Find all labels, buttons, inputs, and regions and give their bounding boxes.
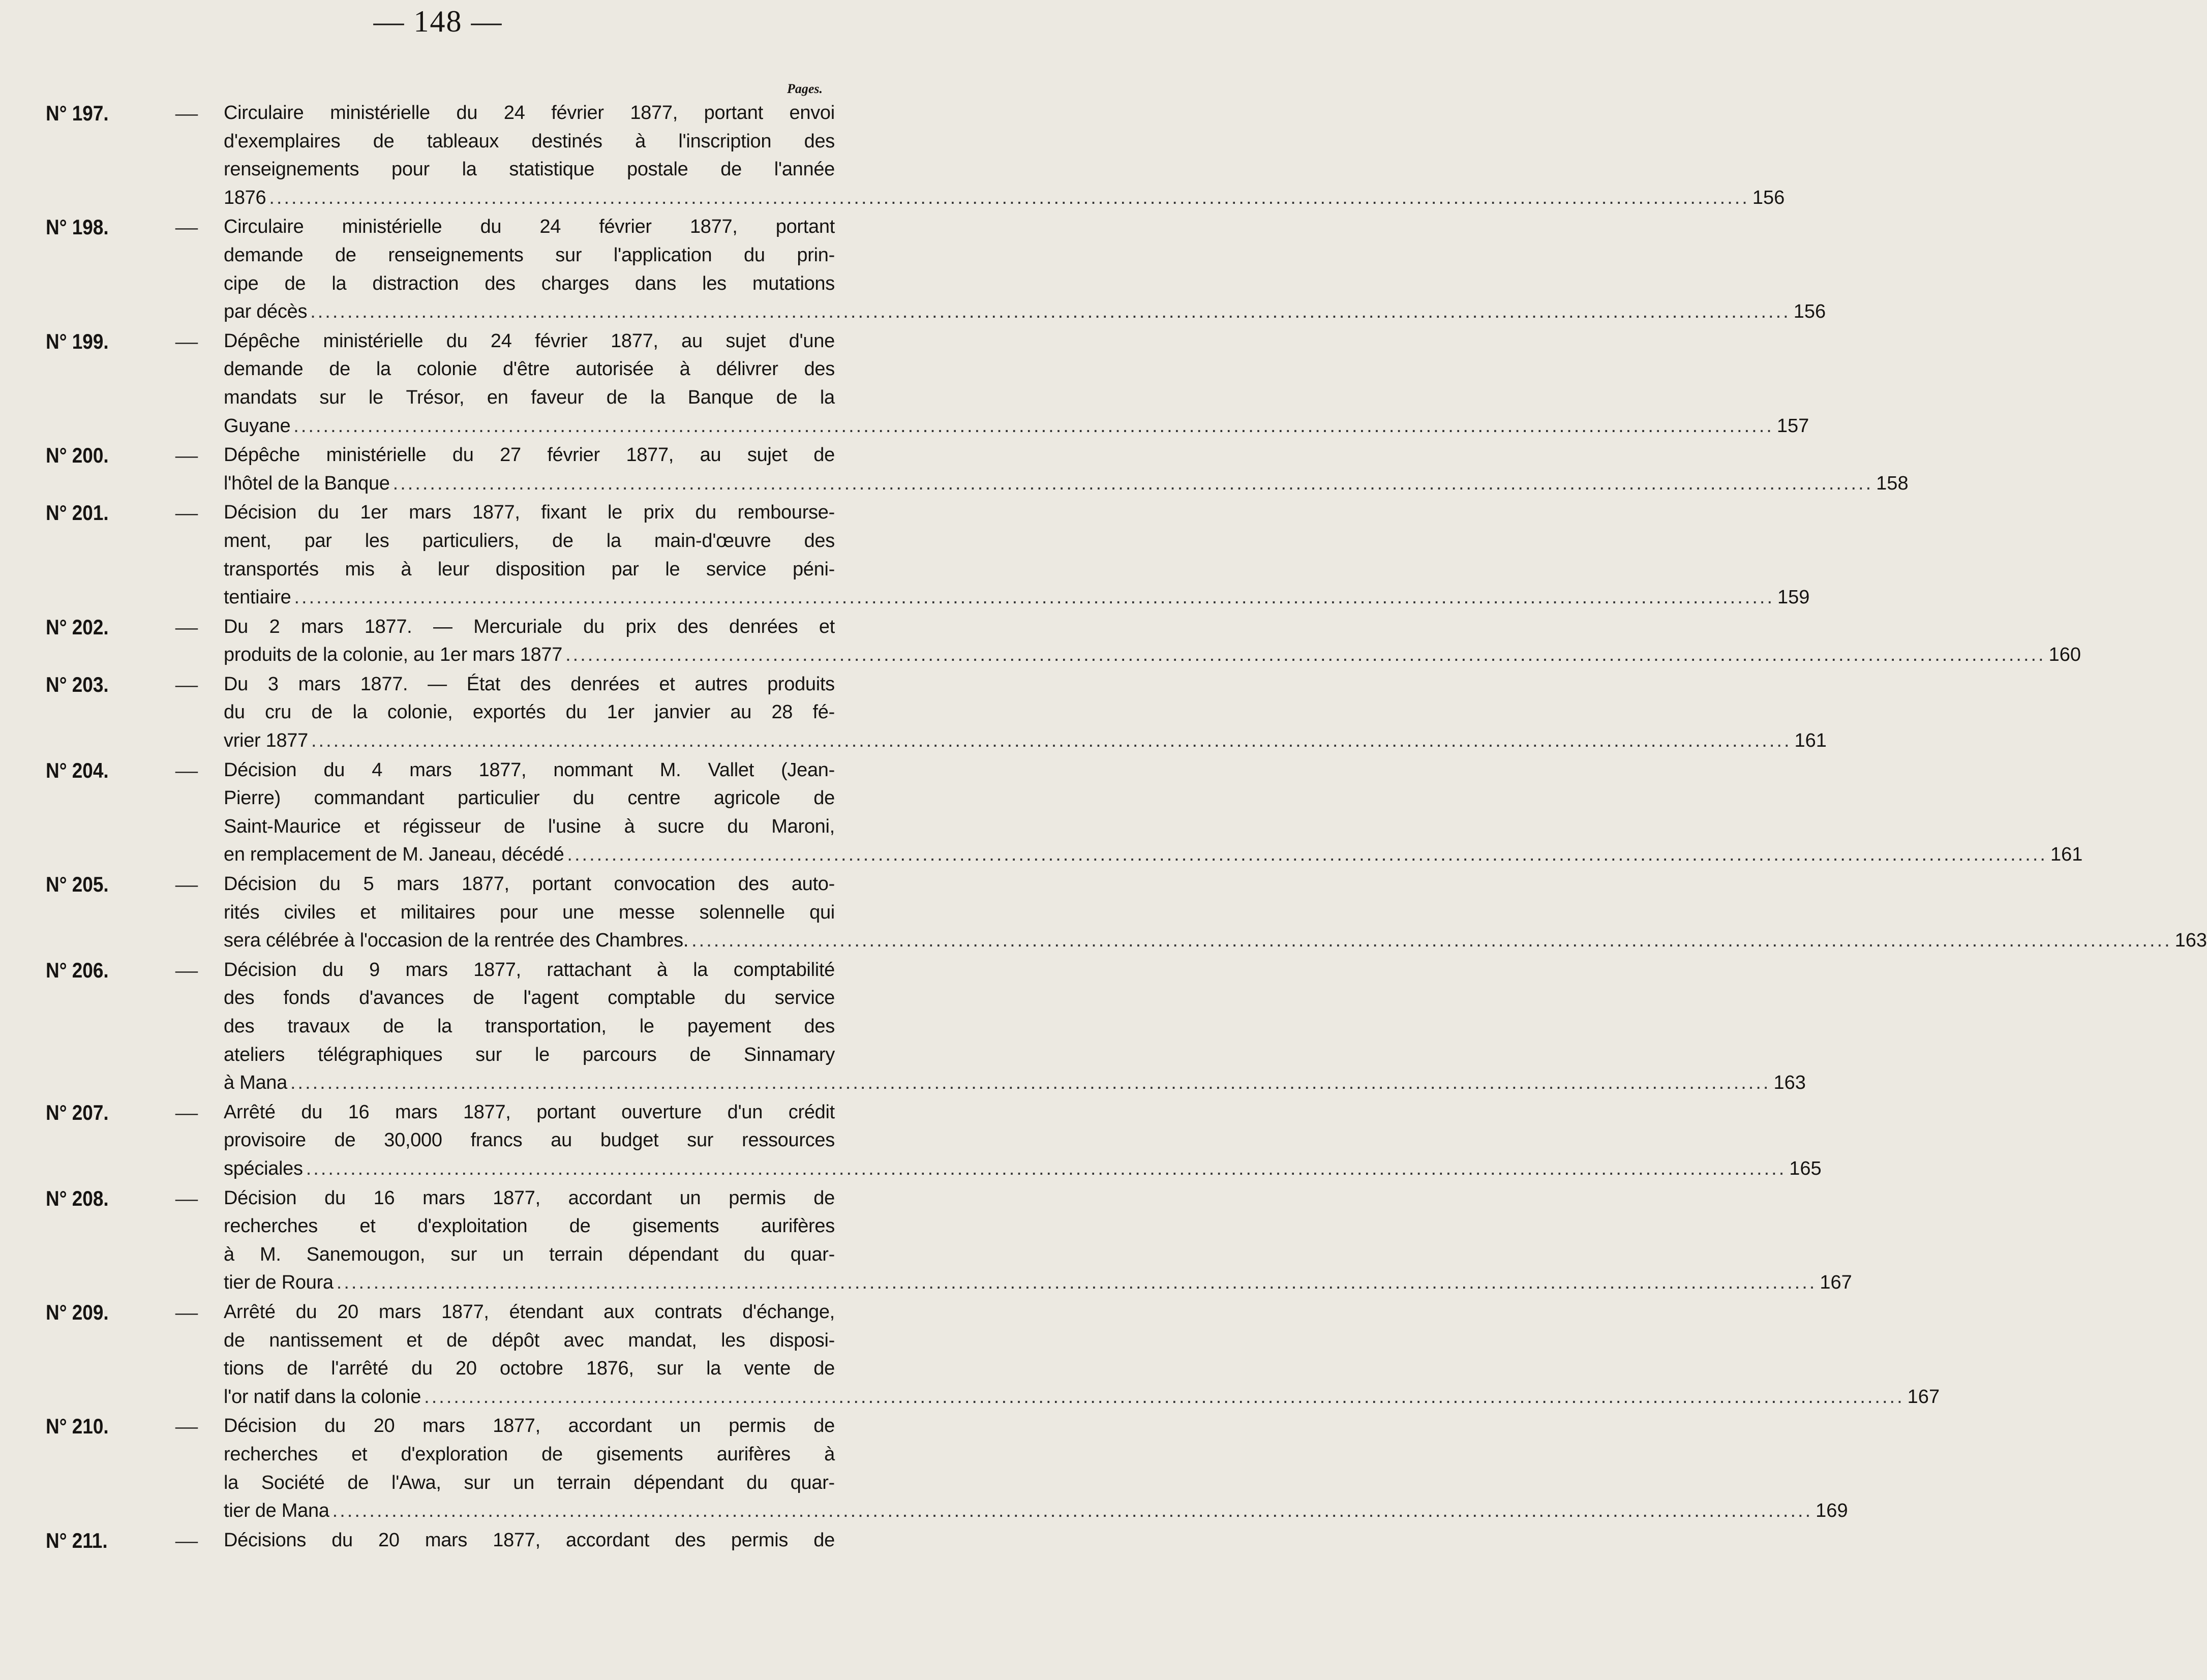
- entry-number: N° 200.: [46, 443, 109, 468]
- entry-text-line: Décision du 4 mars 1877, nommant M. Vallet (Jean-: [224, 759, 835, 781]
- entry-dash: —: [175, 101, 198, 126]
- entry-dash: —: [175, 757, 198, 783]
- entry-page-number: 157: [1776, 415, 1809, 437]
- entry-page-number: 169: [1816, 1500, 1848, 1522]
- toc-entry: [0, 213, 1826, 326]
- dot-leader: ........................................................................................................................................................................................................: [269, 187, 1749, 208]
- entry-text-line: Saint-Maurice et régisseur de l'usine à sucre du Maroni,: [224, 815, 835, 837]
- entry-text-line: transportés mis à leur disposition par le service péni-: [224, 558, 835, 580]
- entry-page-number: 167: [1820, 1272, 1852, 1294]
- entry-dash: —: [175, 1528, 198, 1553]
- toc-entry: [0, 441, 1909, 498]
- entry-text-line: Décision du 5 mars 1877, portant convocation des auto-: [224, 873, 835, 895]
- entry-text-last-line: en remplacement de M. Janeau, décédé: [224, 844, 564, 866]
- entry-text-line: Décision du 1er mars 1877, fixant le prix du rembourse-: [224, 502, 835, 524]
- entry-text-line: Arrêté du 16 mars 1877, portant ouverture d'un crédit: [224, 1101, 835, 1123]
- toc-entry: [0, 1526, 876, 1555]
- entry-number: N° 209.: [46, 1300, 109, 1324]
- entry-text-last-line: vrier 1877: [224, 730, 308, 752]
- entry-number: N° 199.: [46, 329, 109, 353]
- entry-number: N° 202.: [46, 615, 109, 639]
- entry-text-last-line: l'hôtel de la Banque: [224, 472, 390, 494]
- entry-text-line: provisoire de 30,000 francs au budget sur ressources: [224, 1129, 835, 1151]
- entry-dash: —: [175, 1185, 198, 1211]
- entry-dash: —: [175, 328, 198, 354]
- entry-text-line: Du 3 mars 1877. — État des denrées et autres produits: [224, 673, 835, 695]
- toc-entry: [0, 670, 1827, 755]
- page-number: — 148 —: [373, 5, 503, 38]
- entry-text-line: Circulaire ministérielle du 24 février 1877, portant: [224, 216, 835, 238]
- entry-page-number: 163: [2174, 930, 2207, 952]
- entry-page-number: 156: [1752, 187, 1785, 208]
- entry-text-line: Pierre) commandant particulier du centre agricole de: [224, 787, 835, 809]
- entry-text-last-line: produits de la colonie, au 1er mars 1877: [224, 644, 563, 666]
- entry-text-line: recherches et d'exploration de gisements aurifères à: [224, 1443, 835, 1465]
- entry-text-line: Circulaire ministérielle du 24 février 1877, portant envoi: [224, 102, 835, 124]
- entry-text-last-line: Guyane: [224, 415, 291, 437]
- entry-text-line: à M. Sanemougon, sur un terrain dépendant du quar-: [224, 1243, 835, 1265]
- entry-dash: —: [175, 671, 198, 697]
- dot-leader: ........................................................................................................................................................................................................: [294, 587, 1775, 608]
- entry-dash: —: [175, 872, 198, 897]
- entry-text-line: demande de renseignements sur l'application du prin-: [224, 244, 835, 266]
- entry-text-line: Dépêche ministérielle du 27 février 1877, au sujet de: [224, 444, 835, 466]
- entry-page-number: 159: [1777, 587, 1810, 608]
- entry-text-line: des fonds d'avances de l'agent comptable du service: [224, 987, 835, 1009]
- entry-text-line: la Société de l'Awa, sur un terrain dépendant du quar-: [224, 1472, 835, 1493]
- entry-text-last-line: tier de Roura: [224, 1272, 334, 1294]
- entry-number: N° 206.: [46, 958, 109, 982]
- dot-leader: ........................................................................................................................................................................................................: [332, 1500, 1813, 1522]
- dot-leader: ........................................................................................................................................................................................................: [392, 472, 1873, 494]
- toc-entry: [0, 870, 2207, 955]
- entry-number: N° 198.: [46, 215, 109, 239]
- entry-text-line: du cru de la colonie, exportés du 1er janvier au 28 fé-: [224, 701, 835, 723]
- entry-page-number: 161: [2050, 844, 2083, 866]
- dot-leader: ........................................................................................................................................................................................................: [565, 644, 2046, 666]
- entry-text-line: mandats sur le Trésor, en faveur de la Banque de la: [224, 386, 835, 408]
- dot-leader: ........................................................................................................................................................................................................: [691, 930, 2172, 952]
- entry-dash: —: [175, 614, 198, 639]
- toc-entry: [0, 327, 1809, 440]
- dot-leader: ........................................................................................................................................................................................................: [310, 301, 1791, 323]
- entry-page-number: 158: [1876, 472, 1909, 494]
- entry-text-line: demande de la colonie d'être autorisée à délivrer des: [224, 358, 835, 380]
- entry-number: N° 208.: [46, 1186, 109, 1210]
- entry-dash: —: [175, 1299, 198, 1325]
- entry-text-line: Décision du 9 mars 1877, rattachant à la comptabilité: [224, 959, 835, 981]
- dot-leader: ........................................................................................................................................................................................................: [290, 1072, 1771, 1094]
- entry-text-last-line: spéciales: [224, 1157, 303, 1179]
- entry-text-line: d'exemplaires de tableaux destinés à l'inscription des: [224, 130, 835, 152]
- entry-page-number: 167: [1907, 1386, 1940, 1408]
- entry-number: N° 207.: [46, 1100, 109, 1124]
- entry-text-line: Décision du 16 mars 1877, accordant un permis de: [224, 1187, 835, 1209]
- entry-page-number: 161: [1794, 730, 1827, 752]
- entry-number: N° 210.: [46, 1414, 109, 1439]
- entry-number: N° 205.: [46, 872, 109, 897]
- toc-entry: [0, 99, 1785, 212]
- dot-leader: ........................................................................................................................................................................................................: [336, 1272, 1817, 1294]
- entry-dash: —: [175, 443, 198, 468]
- entry-text-line: Dépêche ministérielle du 24 février 1877, au sujet d'une: [224, 330, 835, 352]
- entry-dash: —: [175, 500, 198, 526]
- entry-text-line: cipe de la distraction des charges dans les mutations: [224, 272, 835, 294]
- entry-text-last-line: par décès: [224, 301, 308, 323]
- entry-text-last-line: 1876: [224, 187, 266, 208]
- toc-entry: [0, 499, 1810, 612]
- dot-leader: ........................................................................................................................................................................................................: [311, 730, 1792, 752]
- entry-page-number: 165: [1789, 1157, 1822, 1179]
- entry-text-line: ment, par les particuliers, de la main-d'œuvre des: [224, 530, 835, 552]
- dot-leader: ........................................................................................................................................................................................................: [293, 415, 1774, 437]
- entry-dash: —: [175, 957, 198, 983]
- entry-number: N° 197.: [46, 101, 109, 125]
- entry-dash: —: [175, 215, 198, 240]
- entry-dash: —: [175, 1099, 198, 1125]
- entry-text-last-line: sera célébrée à l'occasion de la rentrée des Chambres.: [224, 930, 689, 952]
- toc-entry: [0, 756, 2083, 869]
- entry-text-line: recherches et d'exploitation de gisements aurifères: [224, 1215, 835, 1237]
- entry-text-last-line: à Mana: [224, 1072, 287, 1094]
- entry-dash: —: [175, 1414, 198, 1439]
- entry-number: N° 211.: [46, 1528, 108, 1552]
- entry-text-line: de nantissement et de dépôt avec mandat, les disposi-: [224, 1329, 835, 1351]
- entry-text-last-line: l'or natif dans la colonie: [224, 1386, 421, 1408]
- toc-entry: [0, 956, 1806, 1097]
- toc-entry: [0, 1412, 1848, 1525]
- entry-text-line: renseignements pour la statistique postale de l'année: [224, 159, 835, 180]
- entry-text-line: Décision du 20 mars 1877, accordant un permis de: [224, 1415, 835, 1437]
- toc-entry: [0, 1184, 1852, 1297]
- toc-entry: [0, 613, 2081, 669]
- entry-text-line: rités civiles et militaires pour une messe solennelle qui: [224, 901, 835, 923]
- dot-leader: ........................................................................................................................................................................................................: [306, 1157, 1787, 1179]
- entry-text-last-line: tier de Mana: [224, 1500, 329, 1522]
- entry-text-last-line: tentiaire: [224, 587, 291, 608]
- entry-number: N° 204.: [46, 758, 109, 782]
- dot-leader: ........................................................................................................................................................................................................: [567, 844, 2047, 866]
- dot-leader: ........................................................................................................................................................................................................: [424, 1386, 1904, 1408]
- entry-text-line: des travaux de la transportation, le payement des: [224, 1016, 835, 1037]
- entry-text-line: tions de l'arrêté du 20 octobre 1876, sur la vente de: [224, 1358, 835, 1380]
- entry-number: N° 203.: [46, 672, 109, 696]
- toc-entry: [0, 1298, 1940, 1411]
- toc-entry: [0, 1098, 1822, 1183]
- entry-text-line: Du 2 mars 1877. — Mercuriale du prix des denrées et: [224, 616, 835, 637]
- entry-text-line: Arrêté du 20 mars 1877, étendant aux contrats d'échange,: [224, 1301, 835, 1323]
- entry-number: N° 201.: [46, 501, 109, 525]
- entry-page-number: 163: [1773, 1072, 1806, 1094]
- entry-text-line: ateliers télégraphiques sur le parcours de Sinnamary: [224, 1044, 835, 1065]
- table-of-contents: [0, 99, 2207, 1555]
- entry-page-number: 160: [2048, 644, 2081, 666]
- entry-page-number: 156: [1793, 301, 1826, 323]
- pages-column-label: Pages.: [787, 81, 823, 96]
- entry-text-line: Décisions du 20 mars 1877, accordant des permis de: [224, 1529, 835, 1551]
